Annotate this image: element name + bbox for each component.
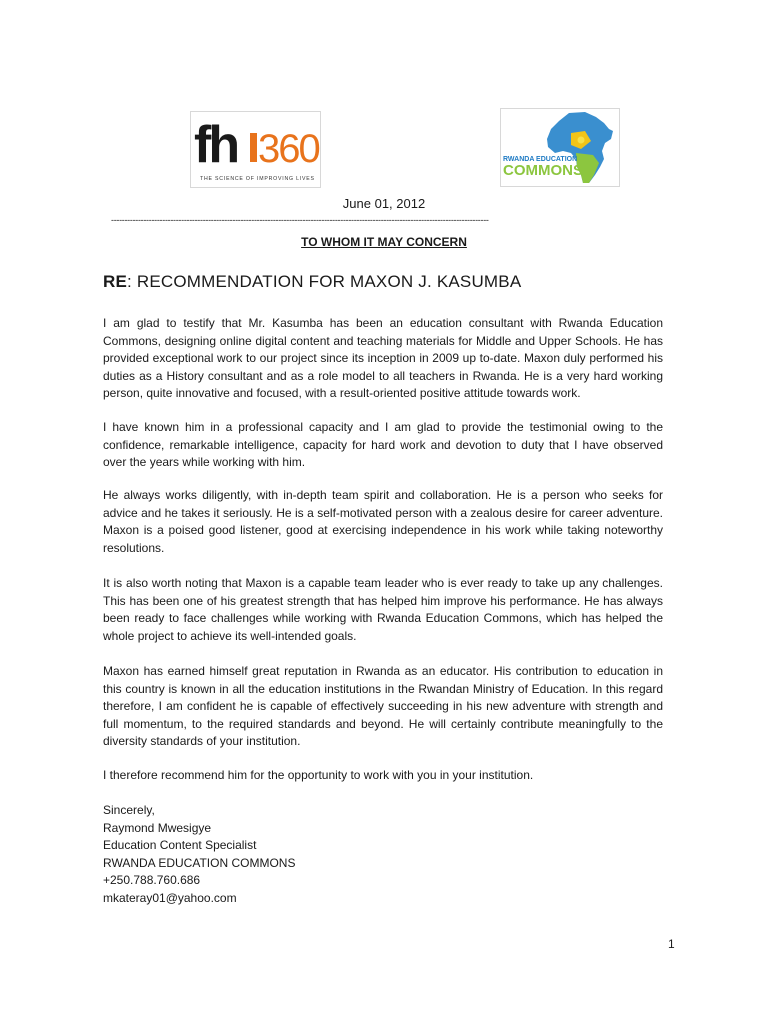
fhi360-logo bbox=[190, 111, 321, 188]
paragraph-text: I am glad to testify that Mr. Kasumba has been an education consultant with Rwanda Education Commons, designing online digital content and teaching materials for Middle and Upper Schools. He has provided exceptional work to our project since its inception in 2009 up to-date. Maxon duly performed his duties as a History consultant and as a role model to all teachers in Rwanda. He is a very hard working person, quite innovative and focused, with a result-oriented positive attitude towards work. bbox=[103, 316, 663, 401]
subject-line bbox=[103, 272, 521, 292]
fhi360-tagline: THE SCIENCE OF IMPROVING LIVES bbox=[200, 176, 315, 182]
subject-prefix: RE bbox=[103, 272, 128, 291]
svg-text:fh: fh bbox=[194, 116, 238, 174]
svg-text:360: 360 bbox=[258, 127, 319, 171]
body-paragraph-3 bbox=[103, 487, 663, 557]
signature-block bbox=[103, 802, 295, 908]
page-number: 1 bbox=[668, 937, 675, 951]
body-paragraph-5 bbox=[103, 663, 663, 751]
signer-phone: +250.788.760.686 bbox=[103, 873, 201, 888]
closing: Sincerely, bbox=[103, 803, 155, 817]
signer-name: Raymond Mwesigye bbox=[103, 820, 212, 835]
separator-line: -------------------------------------------------------------------------------------------------------------------------------------------- bbox=[111, 215, 489, 225]
paragraph-text: I therefore recommend him for the opportunity to work with you in your institution. bbox=[103, 768, 534, 782]
salutation-heading: TO WHOM IT MAY CONCERN bbox=[301, 235, 467, 249]
paragraph-text: It is also worth noting that Maxon is a capable team leader who is ever ready to take up any challenges. This has been one of his greatest strength that has helped him improve his performance. He has always been ready to face challenges while working with Rwanda Education Commons, which has helped the whole project to achieve its well-intended goals. bbox=[103, 576, 663, 643]
paragraph-text: Maxon has earned himself great reputation in Rwanda as an educator. His contribution to education in this country is known in all the education institutions in the Rwandan Ministry of Education. In this regard therefore, I am confident he is capable of effectively succeeding in his new adventure with strength and full momentum, to the required standards and beyond. He will certainly contribute meaningfully to the diversity standards of your institution. bbox=[103, 664, 663, 749]
signer-title: Education Content Specialist bbox=[103, 838, 257, 853]
body-paragraph-2 bbox=[103, 419, 663, 472]
subject-text: : RECOMMENDATION FOR MAXON J. KASUMBA bbox=[127, 272, 522, 291]
body-paragraph-4 bbox=[103, 575, 663, 645]
paragraph-text: He always works diligently, with in-depth team spirit and collaboration. He is a person who seeks for advice and he takes it seriously. He is a self-motivated person with a zealous desire for career adventure. Maxon is a poised good listener, good at exercising independence in his work while taking noteworthy resolutions. bbox=[103, 488, 663, 555]
letter-date: June 01, 2012 bbox=[342, 196, 426, 211]
rec-logo-line2: COMMONS bbox=[503, 162, 583, 179]
body-paragraph-1 bbox=[103, 315, 663, 403]
signer-organization: RWANDA EDUCATION COMMONS bbox=[103, 855, 296, 870]
body-paragraph-6 bbox=[103, 767, 663, 785]
signer-email: mkateray01@yahoo.com bbox=[103, 890, 237, 905]
rwanda-education-commons-logo bbox=[500, 108, 620, 187]
rec-logo-line1: RWANDA EDUCATION bbox=[503, 156, 578, 163]
paragraph-text: I have known him in a professional capacity and I am glad to provide the testimonial owing to the confidence, remarkable intelligence, capacity for hard work and devotion to duty that I have observed over the years while working with him. bbox=[103, 420, 663, 470]
